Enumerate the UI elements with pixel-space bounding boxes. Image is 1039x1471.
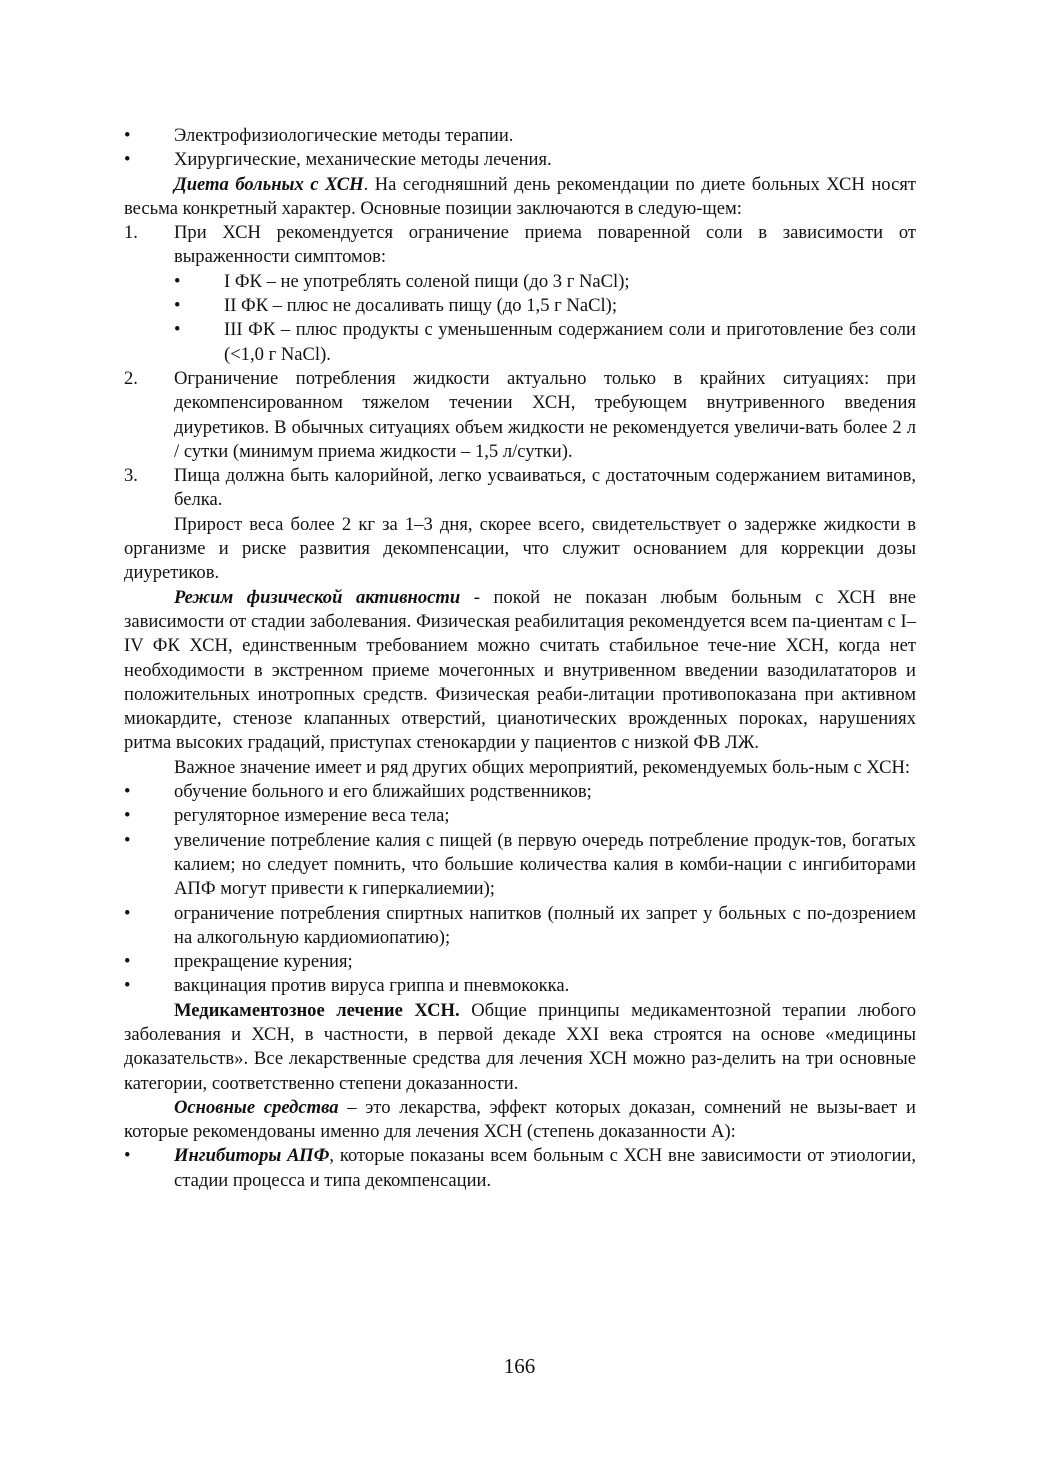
list-item-text: Электрофизиологические методы терапии. [174, 125, 514, 146]
list-item [124, 1144, 916, 1193]
salt-list-item [124, 318, 916, 367]
bullet-icon: • [174, 270, 181, 292]
bullet-icon: • [124, 1145, 131, 1167]
list-item [124, 950, 916, 974]
salt-item-text: III ФК – плюс продукты с уменьшенным содержанием соли и приготовление без соли (<1,0 г NaCl). [224, 319, 916, 365]
numbered-item-text: Ограничение потребления жидкости актуально только в крайних ситуациях: при декомпенсированном тяжелом течении ХСН, требующем внутривенного введения диуретиков. В обычных ситуациях объем жидкости не рекомендуется увеличи-вать более 2 л / сутки (минимум приема жидкости – 1,5 л/сутки). [174, 367, 916, 462]
list-item-text: прекращение курения; [174, 951, 353, 973]
page-number: 166 [503, 1354, 536, 1378]
basic-heading: Основные средства [174, 1096, 339, 1118]
activity-text: - покой не показан любым больным с ХСН вне зависимости от стадии заболевания. Физическая реабилитация рекомендуется всем па-циентам с I–IV ФК ХСН, единственным требованием можно считать стабильное тече-ние ХСН, когда нет необходимости в экстренном приеме мочегонных и внутривенном введении вазодилататоров и положительных инотропных средств. Физическая реаби-литации противопоказана при активном миокардите, стенозе клапанных отверстий, цианотических врожденных пороках, нарушениях ритма высоких градаций, приступах стенокардии у пациентов с низкой ФВ ЛЖ. [124, 586, 916, 754]
ace-text: , которые показаны всем больным с ХСН вне зависимости от этиологии, стадии процесса и типа декомпенсации. [174, 1145, 916, 1191]
bullet-icon: • [124, 781, 131, 803]
list-item [124, 804, 916, 828]
salt-list-item [124, 270, 916, 294]
bullet-icon: • [124, 805, 131, 827]
medication-heading: Медикаментозное лечение ХСН. [174, 999, 460, 1021]
list-item [124, 124, 916, 148]
basic-text: – это лекарства, эффект которых доказан, сомнений не вызы-вает и которые рекомендованы именно для лечения ХСН (степень доказанности А): [124, 1096, 916, 1143]
bullet-icon: • [174, 295, 181, 317]
item-number: 1. [124, 222, 138, 244]
list-item-text: Хирургические, механические методы лечения. [174, 149, 552, 171]
numbered-item [124, 464, 916, 513]
basic-paragraph [124, 1096, 916, 1145]
item-number: 3. [124, 465, 138, 487]
bullet-icon: • [124, 951, 131, 973]
list-item-text: регуляторное измерение веса тела; [174, 805, 450, 827]
item-number: 2. [124, 367, 138, 389]
bullet-icon: • [124, 975, 131, 997]
list-item-text: ограничение потребления спиртных напитков (полный их запрет у больных с по-дозрением на алкогольную кардиомиопатию); [174, 902, 916, 948]
ace-heading: Ингибиторы АПФ [174, 1145, 330, 1167]
diet-paragraph [124, 173, 916, 222]
bullet-icon: • [174, 319, 181, 341]
list-item-text: вакцинация против вируса гриппа и пневмококка. [174, 975, 570, 997]
list-item [124, 829, 916, 902]
salt-item-text: II ФК – плюс не досаливать пищу (до 1,5 г NaCl); [224, 295, 618, 317]
bullet-icon: • [124, 149, 131, 171]
salt-item-text: I ФК – не употреблять соленой пищи (до 3 г NaCl); [224, 270, 630, 292]
medication-paragraph [124, 999, 916, 1096]
numbered-item-text: Пища должна быть калорийной, легко усваиваться, с достаточным содержанием витаминов, белка. [174, 465, 916, 511]
diet-text: . На сегодняшний день рекомендации по диете больных ХСН носят весьма конкретный характер. Основные позиции заключаются в следую-щем: [124, 173, 916, 219]
weight-paragraph: Прирост веса более 2 кг за 1–3 дня, скорее всего, свидетельствует о задержке жидкости в организме и риске развития декомпенсации, что служит основанием для коррекции дозы диуретиков. [124, 513, 916, 584]
page-body [124, 124, 916, 1193]
list-item [124, 902, 916, 951]
numbered-item-text: При ХСН рекомендуется ограничение приема поваренной соли в зависимости от выраженности симптомов: [174, 222, 916, 268]
activity-paragraph [124, 586, 916, 756]
numbered-item [124, 367, 916, 464]
medication-text: Общие принципы медикаментозной терапии любого заболевания и ХСН, в частности, в первой декаде XXI века строятся на основе «медицины доказательств». Все лекарственные средства для лечения ХСН можно раз-делить на три основные категории, соответственно степени доказанности. [124, 999, 917, 1094]
list-item-text: обучение больного и его ближайших родственников; [174, 781, 592, 803]
list-item [124, 148, 916, 172]
list-item [124, 780, 916, 804]
bullet-icon: • [124, 829, 131, 851]
numbered-item [124, 221, 916, 270]
salt-list-item [124, 294, 916, 318]
general-paragraph: Важное значение имеет и ряд других общих мероприятий, рекомендуемых боль-ным с ХСН: [174, 756, 911, 778]
bullet-icon: • [124, 125, 131, 146]
diet-heading: Диета больных с ХСН [174, 173, 364, 195]
list-item [124, 974, 916, 998]
bullet-icon: • [124, 902, 131, 924]
activity-heading: Режим физической активности [174, 586, 461, 608]
list-item-text: увеличение потребление калия с пищей (в первую очередь потребление продук-тов, богатых калием; но следует помнить, что большие количества калия в комби-нации с ингибиторами АПФ могут привести к гиперкалиемии); [174, 829, 916, 900]
